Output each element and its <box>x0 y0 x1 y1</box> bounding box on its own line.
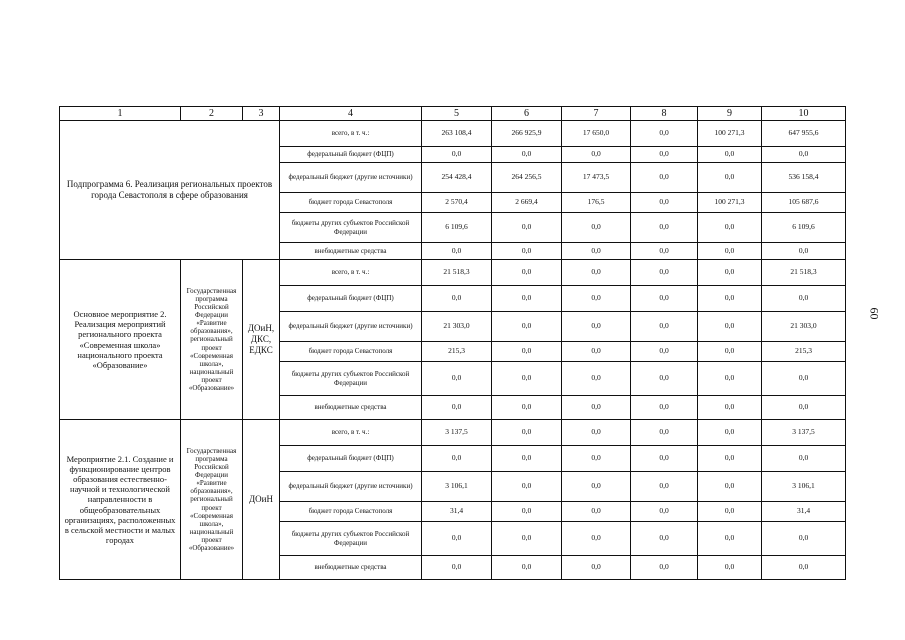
value-cell: 0,0 <box>631 121 698 147</box>
value-cell: 266 925,9 <box>492 121 562 147</box>
page-number: 60 <box>867 307 882 320</box>
value-cell: 0,0 <box>631 163 698 193</box>
header-cell: 3 <box>243 107 280 121</box>
value-cell: 0,0 <box>631 396 698 420</box>
value-cell: 0,0 <box>422 286 492 312</box>
value-cell: 0,0 <box>631 312 698 342</box>
value-cell: 0,0 <box>698 243 762 260</box>
value-cell: 0,0 <box>762 446 846 472</box>
value-cell: 100 271,3 <box>698 193 762 213</box>
value-cell: 0,0 <box>762 286 846 312</box>
value-cell: 0,0 <box>631 193 698 213</box>
value-cell: 0,0 <box>492 522 562 556</box>
value-cell: 215,3 <box>762 342 846 362</box>
value-cell: 215,3 <box>422 342 492 362</box>
funding-source-cell: всего, в т. ч.: <box>280 260 422 286</box>
value-cell: 0,0 <box>562 420 631 446</box>
subprogram-name-cell: Подпрограмма 6. Реализация региональных проектов города Севастополя в сфере образования <box>60 121 280 260</box>
value-cell: 3 137,5 <box>422 420 492 446</box>
executor-cell: ДОиН, ДКС, ЕДКС <box>243 260 280 420</box>
value-cell: 0,0 <box>631 556 698 580</box>
value-cell: 0,0 <box>562 502 631 522</box>
value-cell: 0,0 <box>562 147 631 163</box>
value-cell: 0,0 <box>422 556 492 580</box>
value-cell: 0,0 <box>631 243 698 260</box>
value-cell: 21 303,0 <box>422 312 492 342</box>
header-cell: 1 <box>60 107 181 121</box>
funding-source-cell: бюджеты других субъектов Российской Федерации <box>280 213 422 243</box>
value-cell: 0,0 <box>631 286 698 312</box>
value-cell: 0,0 <box>698 502 762 522</box>
value-cell: 0,0 <box>492 502 562 522</box>
budget-table <box>59 106 846 580</box>
table-row <box>60 260 846 286</box>
value-cell: 0,0 <box>562 312 631 342</box>
value-cell: 0,0 <box>562 396 631 420</box>
value-cell: 21 303,0 <box>762 312 846 342</box>
value-cell: 17 650,0 <box>562 121 631 147</box>
value-cell: 0,0 <box>698 362 762 396</box>
value-cell: 0,0 <box>698 312 762 342</box>
value-cell: 0,0 <box>631 362 698 396</box>
funding-source-cell: всего, в т. ч.: <box>280 121 422 147</box>
value-cell: 0,0 <box>492 362 562 396</box>
value-cell: 0,0 <box>562 446 631 472</box>
value-cell: 536 158,4 <box>762 163 846 193</box>
value-cell: 0,0 <box>698 396 762 420</box>
funding-source-cell: федеральный бюджет (другие источники) <box>280 312 422 342</box>
funding-source-cell: всего, в т. ч.: <box>280 420 422 446</box>
value-cell: 0,0 <box>422 362 492 396</box>
value-cell: 0,0 <box>698 420 762 446</box>
value-cell: 0,0 <box>631 420 698 446</box>
table-row <box>60 420 846 446</box>
value-cell: 0,0 <box>698 472 762 502</box>
value-cell: 0,0 <box>698 260 762 286</box>
value-cell: 0,0 <box>762 396 846 420</box>
value-cell: 0,0 <box>698 147 762 163</box>
value-cell: 0,0 <box>631 260 698 286</box>
value-cell: 0,0 <box>762 147 846 163</box>
value-cell: 0,0 <box>762 362 846 396</box>
value-cell: 0,0 <box>631 342 698 362</box>
header-row <box>60 107 846 121</box>
value-cell: 0,0 <box>631 213 698 243</box>
funding-source-cell: внебюджетные средства <box>280 243 422 260</box>
funding-source-cell: федеральный бюджет (ФЦП) <box>280 147 422 163</box>
value-cell: 0,0 <box>762 556 846 580</box>
value-cell: 0,0 <box>492 396 562 420</box>
value-cell: 0,0 <box>698 556 762 580</box>
value-cell: 100 271,3 <box>698 121 762 147</box>
value-cell: 0,0 <box>422 243 492 260</box>
funding-source-cell: бюджет города Севастополя <box>280 502 422 522</box>
value-cell: 263 108,4 <box>422 121 492 147</box>
header-cell: 6 <box>492 107 562 121</box>
funding-source-cell: бюджеты других субъектов Российской Федерации <box>280 522 422 556</box>
state-program-cell: Государственная программа Российской Федерации «Развитие образования», региональный проект «Современная школа», национальный проект «Образование» <box>181 260 243 420</box>
value-cell: 0,0 <box>562 286 631 312</box>
value-cell: 254 428,4 <box>422 163 492 193</box>
event-name-cell: Мероприятие 2.1. Создание и функционирование центров образования естественно-научной и технологической направленности в общеобразовательных организациях, расположенных в сельской местности и малых городах <box>60 420 181 580</box>
header-cell: 10 <box>762 107 846 121</box>
value-cell: 176,5 <box>562 193 631 213</box>
value-cell: 0,0 <box>422 522 492 556</box>
value-cell: 0,0 <box>492 446 562 472</box>
funding-source-cell: бюджет города Севастополя <box>280 193 422 213</box>
value-cell: 0,0 <box>762 522 846 556</box>
value-cell: 0,0 <box>631 502 698 522</box>
value-cell: 0,0 <box>492 312 562 342</box>
funding-source-cell: федеральный бюджет (другие источники) <box>280 472 422 502</box>
value-cell: 0,0 <box>492 260 562 286</box>
value-cell: 0,0 <box>422 446 492 472</box>
table-body <box>60 107 846 580</box>
value-cell: 0,0 <box>422 147 492 163</box>
value-cell: 0,0 <box>762 243 846 260</box>
funding-source-cell: бюджет города Севастополя <box>280 342 422 362</box>
header-cell: 5 <box>422 107 492 121</box>
funding-source-cell: бюджеты других субъектов Российской Федерации <box>280 362 422 396</box>
value-cell: 0,0 <box>492 556 562 580</box>
event-name-cell: Основное мероприятие 2. Реализация мероприятий регионального проекта «Современная школа» национального проекта «Образование» <box>60 260 181 420</box>
value-cell: 647 955,6 <box>762 121 846 147</box>
header-cell: 2 <box>181 107 243 121</box>
value-cell: 3 106,1 <box>422 472 492 502</box>
value-cell: 0,0 <box>492 213 562 243</box>
value-cell: 6 109,6 <box>422 213 492 243</box>
value-cell: 0,0 <box>631 472 698 502</box>
value-cell: 0,0 <box>422 396 492 420</box>
value-cell: 0,0 <box>562 243 631 260</box>
header-cell: 7 <box>562 107 631 121</box>
funding-source-cell: федеральный бюджет (ФЦП) <box>280 286 422 312</box>
value-cell: 0,0 <box>631 147 698 163</box>
value-cell: 6 109,6 <box>762 213 846 243</box>
header-cell: 8 <box>631 107 698 121</box>
funding-source-cell: внебюджетные средства <box>280 556 422 580</box>
value-cell: 21 518,3 <box>422 260 492 286</box>
value-cell: 0,0 <box>698 163 762 193</box>
value-cell: 0,0 <box>562 362 631 396</box>
value-cell: 21 518,3 <box>762 260 846 286</box>
value-cell: 2 669,4 <box>492 193 562 213</box>
value-cell: 264 256,5 <box>492 163 562 193</box>
value-cell: 3 137,5 <box>762 420 846 446</box>
value-cell: 31,4 <box>762 502 846 522</box>
value-cell: 3 106,1 <box>762 472 846 502</box>
value-cell: 0,0 <box>698 286 762 312</box>
value-cell: 2 570,4 <box>422 193 492 213</box>
value-cell: 0,0 <box>492 420 562 446</box>
value-cell: 31,4 <box>422 502 492 522</box>
value-cell: 0,0 <box>631 446 698 472</box>
header-cell: 4 <box>280 107 422 121</box>
table-row <box>60 121 846 147</box>
value-cell: 0,0 <box>562 342 631 362</box>
value-cell: 0,0 <box>492 342 562 362</box>
value-cell: 0,0 <box>698 342 762 362</box>
value-cell: 105 687,6 <box>762 193 846 213</box>
value-cell: 0,0 <box>492 472 562 502</box>
value-cell: 0,0 <box>492 243 562 260</box>
state-program-cell: Государственная программа Российской Федерации «Развитие образования», региональный проект «Современная школа», национальный проект «Образование» <box>181 420 243 580</box>
header-cell: 9 <box>698 107 762 121</box>
funding-source-cell: внебюджетные средства <box>280 396 422 420</box>
value-cell: 0,0 <box>698 522 762 556</box>
value-cell: 0,0 <box>562 213 631 243</box>
value-cell: 0,0 <box>562 522 631 556</box>
value-cell: 0,0 <box>492 147 562 163</box>
value-cell: 0,0 <box>698 446 762 472</box>
value-cell: 0,0 <box>698 213 762 243</box>
value-cell: 0,0 <box>562 260 631 286</box>
value-cell: 0,0 <box>562 556 631 580</box>
funding-source-cell: федеральный бюджет (ФЦП) <box>280 446 422 472</box>
value-cell: 0,0 <box>492 286 562 312</box>
value-cell: 0,0 <box>562 472 631 502</box>
value-cell: 17 473,5 <box>562 163 631 193</box>
value-cell: 0,0 <box>631 522 698 556</box>
executor-cell: ДОиН <box>243 420 280 580</box>
funding-source-cell: федеральный бюджет (другие источники) <box>280 163 422 193</box>
